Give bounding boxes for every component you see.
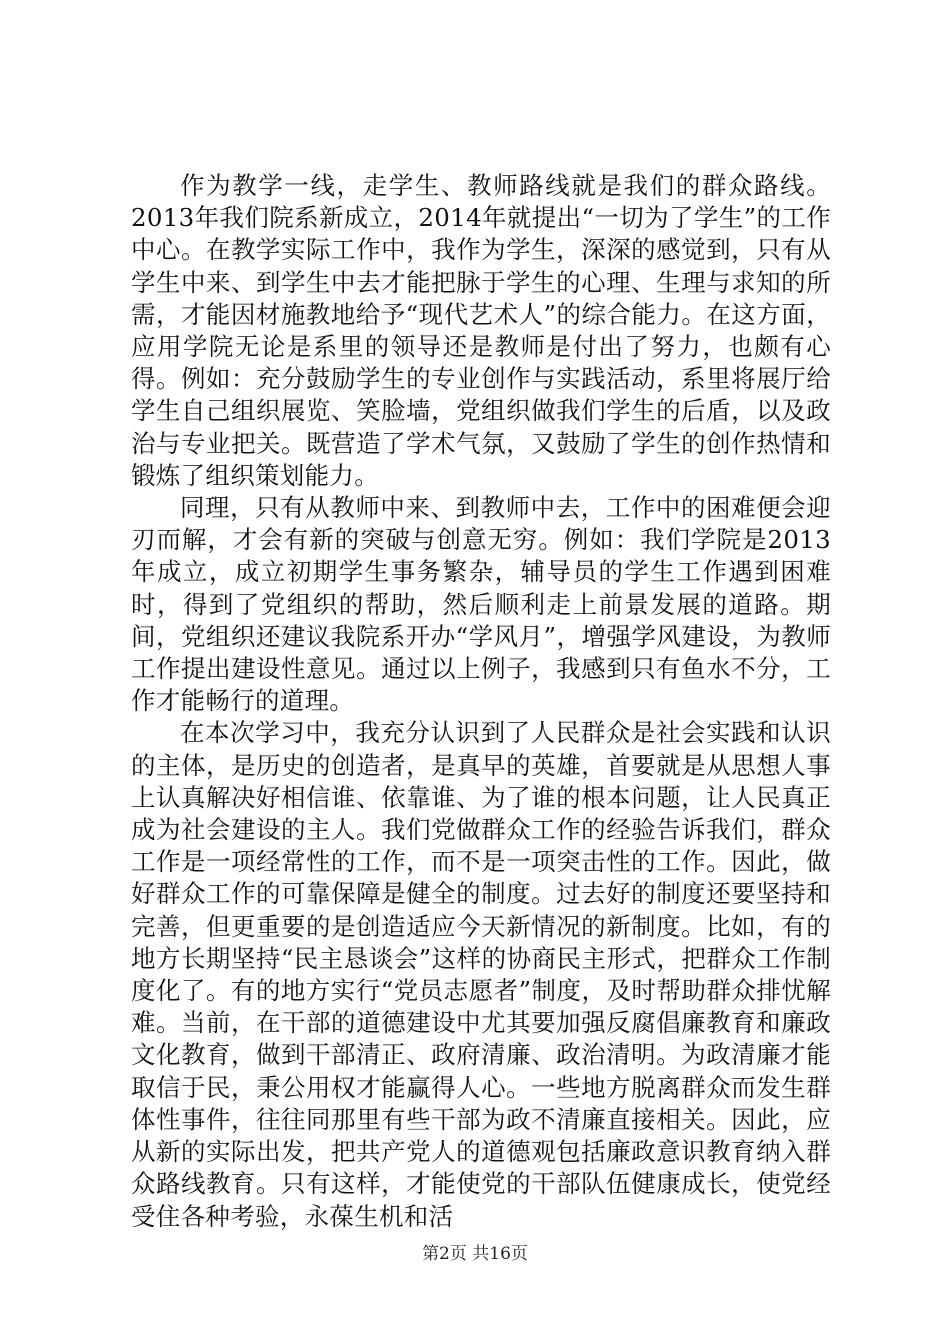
paragraph-3: 在本次学习中，我充分认识到了人民群众是社会实践和认识的主体，是历史的创造者，是真早的英雄，首要就是从思想人事上认真解决好相信谁、依靠谁、为了谁的根本问题，让人民真正成为社会建设的主人。我们党做群众工作的经验告诉我们，群众工作是一项经常性的工作，而不是一项突击性的工作。因此，做好群众工作的可靠保障是健全的制度。过去好的制度还要坚持和完善，但更重要的是创造适应今天新情况的新制度。比如，有的地方长期坚持“民主恳谈会”这样的协商民主形式，把群众工作制度化了。有的地方实行“党员志愿者”制度，及时帮助群众排忧解难。当前，在干部的道德建设中尤其要加强反腐倡廉教育和廉政文化教育，做到干部清正、政府清廉、政治清明。为政清廉才能取信于民，秉公用权才能赢得人心。一些地方脱离群众而发生群体性事件，往往同那里有些干部为政不清廉直接相关。因此，应从新的实际出发，把共产党人的道德观包括廉政意识教育纳入群众路线教育。只有这样，才能使党的干部队伍健康成长，使党经受住各种考验，永葆生机和活 [131, 718, 831, 1231]
paragraph-1: 作为教学一线，走学生、教师路线就是我们的群众路线。2013年我们院系新成立，2014年就提出“一切为了学生”的工作中心。在教学实际工作中，我作为学生，深深的感觉到，只有从学生中来、到学生中去才能把脉于学生的心理、生理与求知的所需，才能因材施教地给予“现代艺术人”的综合能力。在这方面，应用学院无论是系里的领导还是教师是付出了努力，也颇有心得。例如：充分鼓励学生的专业创作与实践活动，系里将展厅给学生自己组织展览、笑脸墙，党组织做我们学生的后盾，以及政治与专业把关。既营造了学术气氛，又鼓励了学生的创作热情和锻炼了组织策划能力。 [131, 171, 831, 490]
page-footer: 第2页 共16页 [422, 1244, 528, 1264]
body-text [131, 170, 831, 1233]
paragraph-2: 同理，只有从教师中来、到教师中去，工作中的困难便会迎刃而解，才会有新的突破与创意无穷。例如：我们学院是2013年成立，成立初期学生事务繁杂，辅导员的学生工作遇到困难时，得到了党组织的帮助，然后顺利走上前景发展的道路。期间，党组织还建议我院系开办“学风月”，增强学风建设，为教师工作提出建设性意见。通过以上例子，我感到只有鱼水不分，工作才能畅行的道理。 [131, 493, 831, 716]
